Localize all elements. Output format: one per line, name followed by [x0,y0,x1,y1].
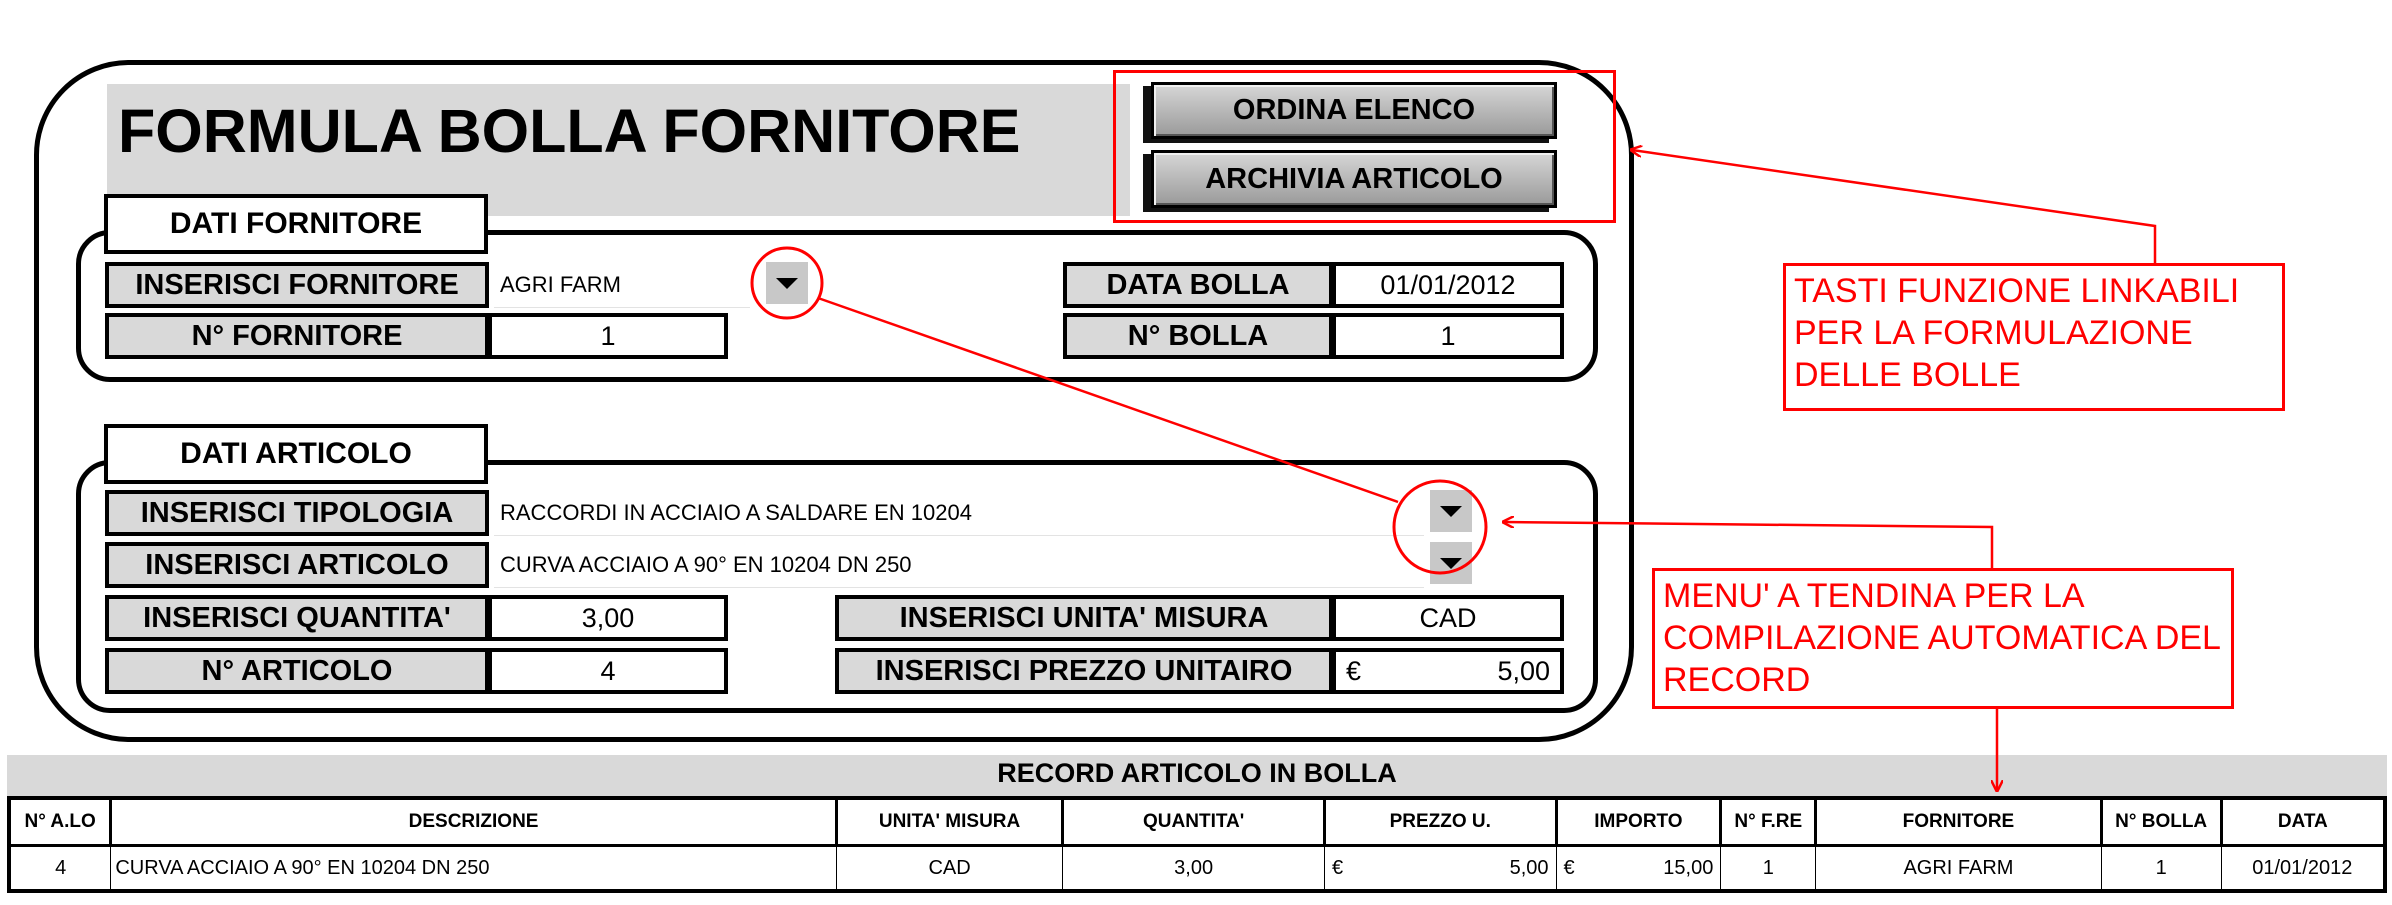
inserisci-articolo-label: INSERISCI ARTICOLO [105,542,489,588]
data-bolla-value[interactable]: 01/01/2012 [1332,262,1564,308]
n-bolla-label: N° BOLLA [1063,313,1333,359]
cell-n-fre: 1 [1721,846,1816,892]
annotation-tasti-line: TASTI FUNZIONE LINKABILI [1794,272,2240,310]
archivia-articolo-button[interactable]: ARCHIVIA ARTICOLO [1151,150,1557,208]
col-header-n-fre: N° F.RE [1721,798,1816,846]
tipologia-select[interactable]: RACCORDI IN ACCIAIO A SALDARE EN 10204 [494,490,1424,536]
inserisci-fornitore-label: INSERISCI FORNITORE [105,262,489,308]
cell-n-bolla: 1 [2101,846,2221,892]
col-header-descrizione: DESCRIZIONE [111,798,836,846]
inserisci-unita-label: INSERISCI UNITA' MISURA [835,595,1333,641]
col-header-prezzo: PREZZO U. [1324,798,1556,846]
col-header-data: DATA [2221,798,2385,846]
table-title: RECORD ARTICOLO IN BOLLA [997,758,1397,788]
cell-importo-currency: € [1563,856,1575,879]
arrow-to-buttons [1632,150,2155,263]
prezzo-value: 5,00 [1497,655,1550,686]
n-fornitore-value: 1 [488,313,728,359]
articolo-select[interactable]: CURVA ACCIAIO A 90° EN 10204 DN 250 [494,542,1424,588]
col-header-unita: UNITA' MISURA [836,798,1063,846]
ordina-elenco-button[interactable]: ORDINA ELENCO [1151,82,1557,139]
fornitore-select[interactable]: AGRI FARM [494,262,750,308]
dati-articolo-tab: DATI ARTICOLO [104,424,488,484]
inserisci-prezzo-label: INSERISCI PREZZO UNITAIRO [835,648,1333,694]
annotation-menu-line: RECORD [1663,661,1811,699]
cell-prezzo-currency: € [1331,856,1344,879]
n-fornitore-label: N° FORNITORE [105,313,489,359]
dati-fornitore-tab: DATI FORNITORE [104,194,488,254]
n-articolo-label: N° ARTICOLO [105,648,489,694]
cell-quantita: 3,00 [1063,846,1325,892]
col-header-n-alo: N° A.LO [9,798,111,846]
annotation-menu-line: COMPILAZIONE AUTOMATICA DEL [1663,619,2221,657]
col-header-importo: IMPORTO [1556,798,1721,846]
col-header-fornitore: FORNITORE [1816,798,2102,846]
form-title: FORMULA BOLLA FORNITORE [118,97,1021,165]
tipologia-dropdown-highlight [1394,481,1486,573]
cell-unita: CAD [836,846,1063,892]
col-header-quantita: QUANTITA' [1063,798,1325,846]
n-bolla-value[interactable]: 1 [1332,313,1564,359]
line-between-dropdowns [818,298,1398,502]
n-articolo-value: 4 [488,648,728,694]
annotation-menu-line: MENU' A TENDINA PER LA [1663,577,2085,615]
prezzo-currency: € [1346,655,1362,686]
cell-importo-value: 15,00 [1663,856,1714,879]
cell-descrizione: CURVA ACCIAIO A 90° EN 10204 DN 250 [111,846,836,892]
annotation-tasti-line: DELLE BOLLE [1794,356,2021,394]
inserisci-tipologia-label: INSERISCI TIPOLOGIA [105,490,489,536]
inserisci-quantita-label: INSERISCI QUANTITA' [105,595,489,641]
unita-value[interactable]: CAD [1332,595,1564,641]
quantita-value[interactable]: 3,00 [488,595,728,641]
col-header-n-bolla: N° BOLLA [2101,798,2221,846]
cell-fornitore: AGRI FARM [1816,846,2102,892]
fornitore-dropdown-highlight [752,248,822,318]
annotation-tasti-line: PER LA FORMULAZIONE [1794,314,2193,352]
arrow-to-dropdown [1504,522,1992,568]
cell-n-alo: 4 [9,846,111,892]
cell-prezzo-value: 5,00 [1509,856,1549,879]
data-bolla-label: DATA BOLLA [1063,262,1333,308]
cell-data: 01/01/2012 [2221,846,2385,892]
